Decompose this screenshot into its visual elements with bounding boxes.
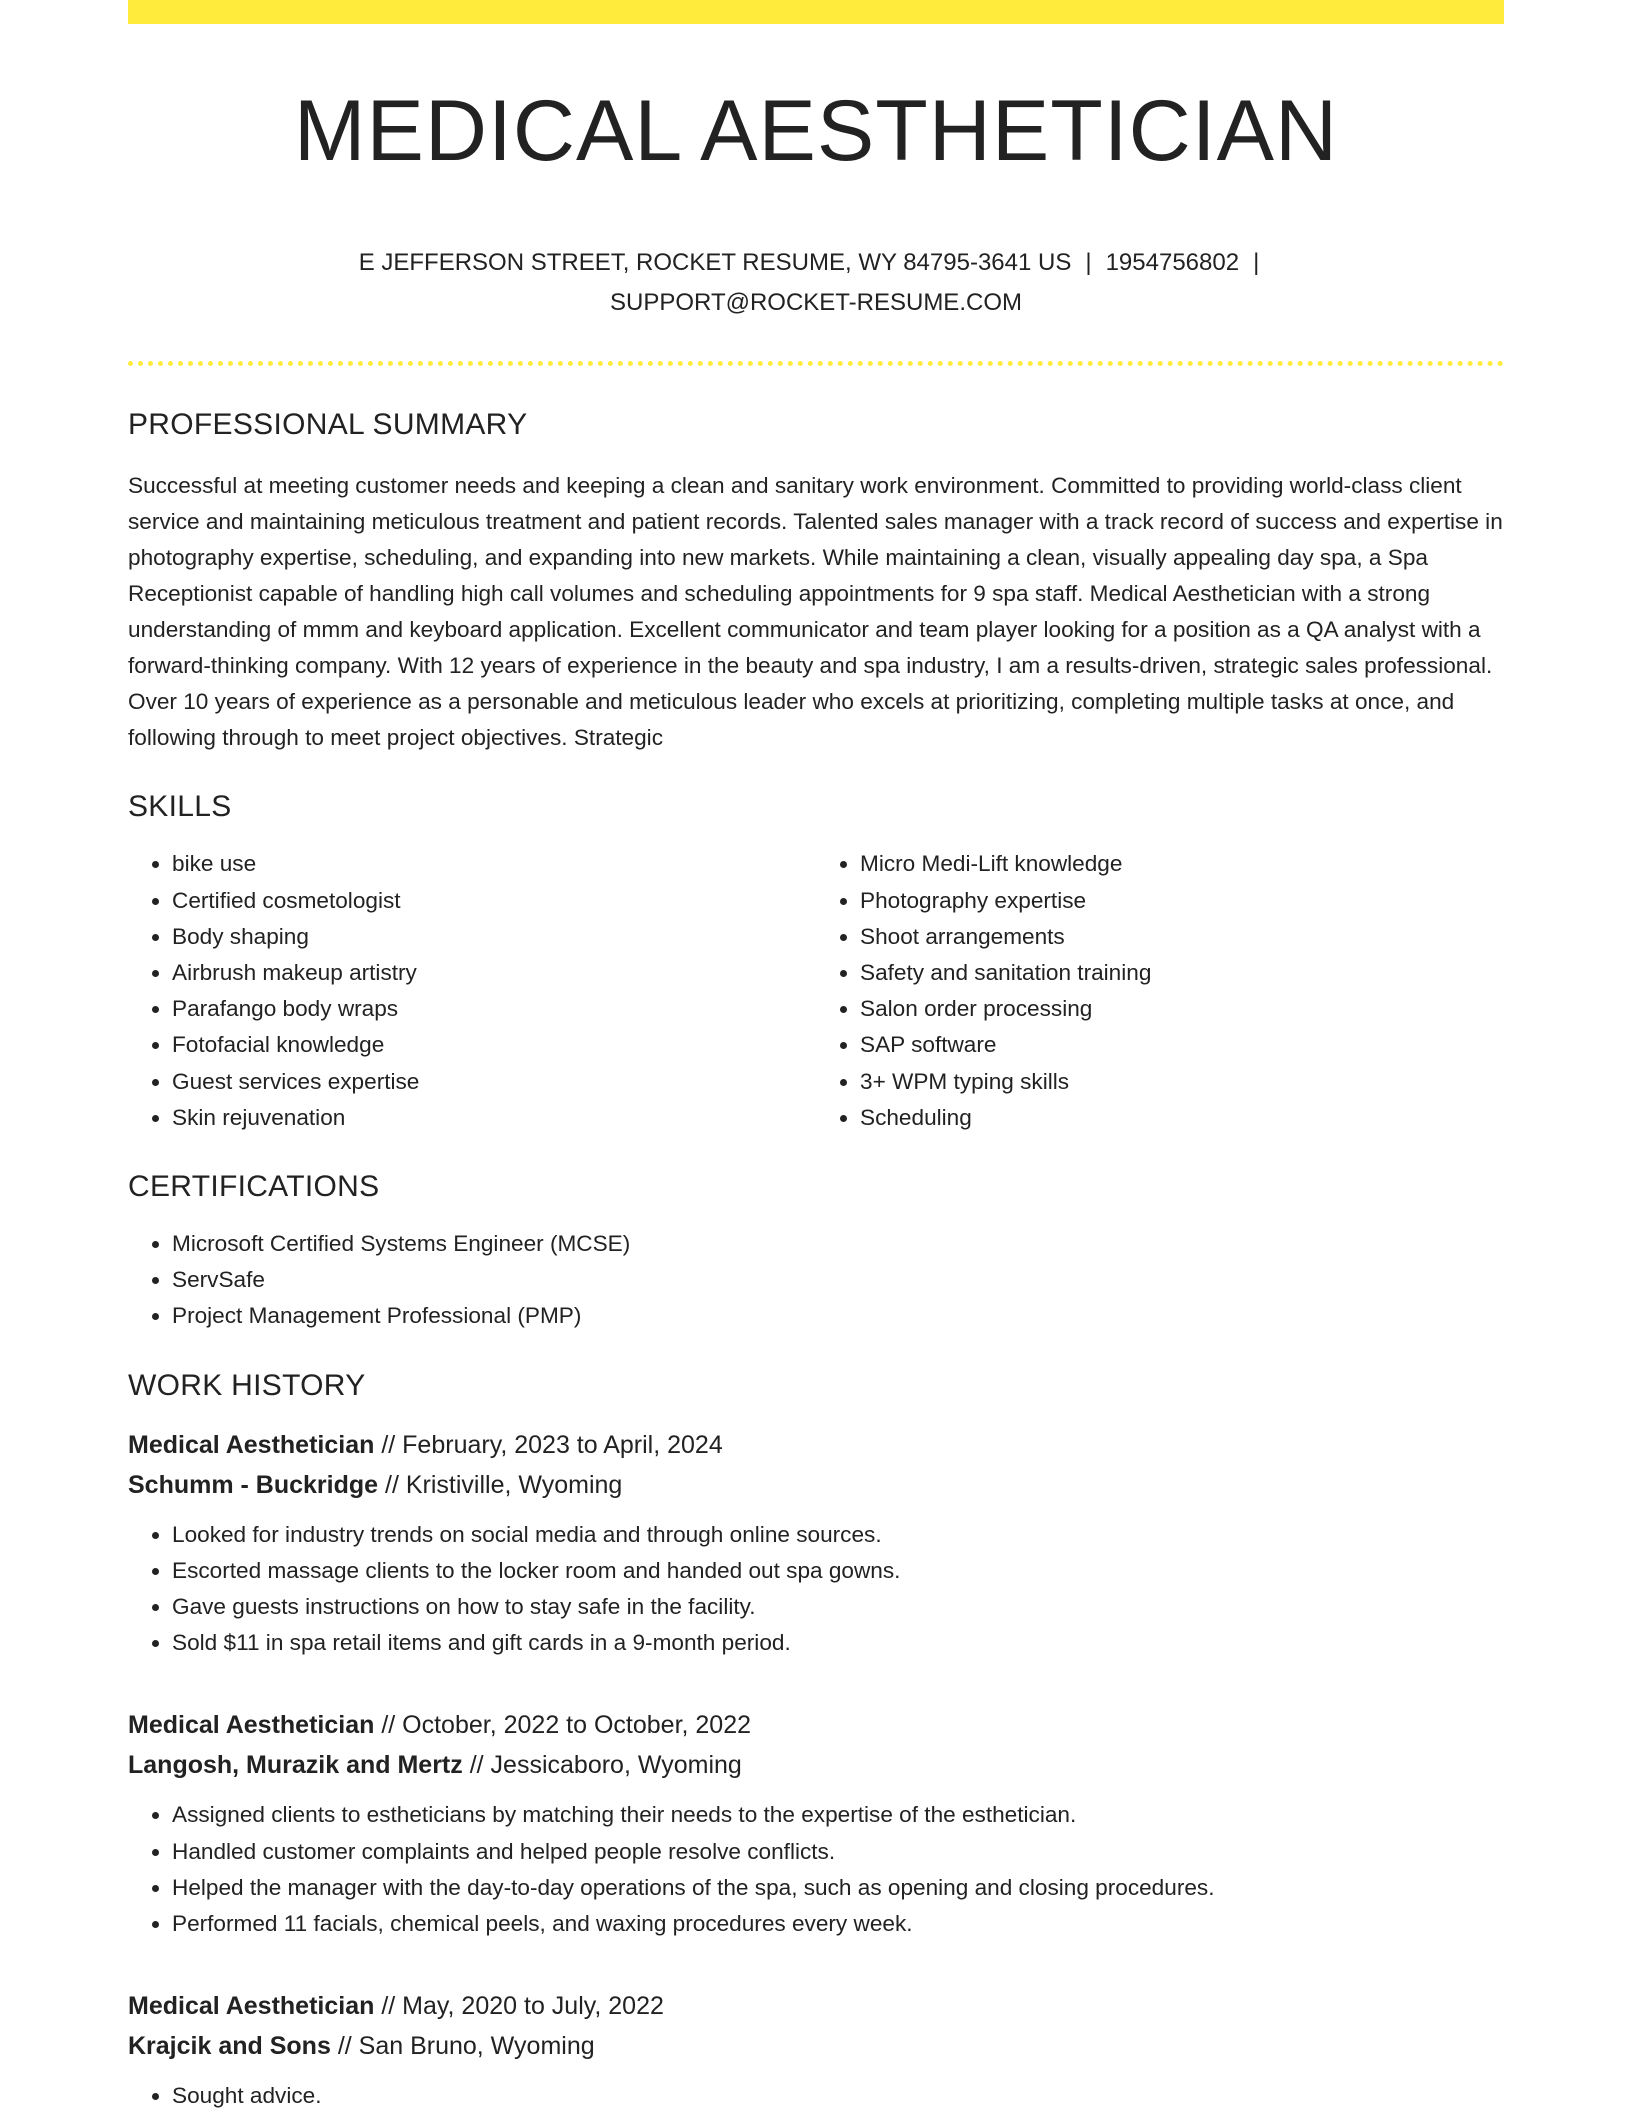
job-bullet: • Escorted massage clients to the locker room and handed out spa gowns. [172,1553,1504,1589]
contact-phone: 1954756802 [1105,248,1240,276]
skill-item: • SAP software [860,1027,1504,1063]
resume-page [128,0,1504,2114]
skills-list-right [816,846,1504,1136]
skill-item: • Body shaping [172,919,816,955]
job-bullets [128,1517,1504,1662]
certification-item: • Project Management Professional (PMP) [172,1298,1504,1334]
job-role: Medical Aesthetician [128,1430,375,1459]
job-bullet: • Handled customer complaints and helped people resolve conflicts. [172,1834,1504,1870]
job-entry [128,1425,1504,1662]
skills-columns [128,846,1504,1136]
skills-heading: SKILLS [128,790,232,824]
job-role: Medical Aesthetician [128,1992,375,2021]
skill-item: • Guest services expertise [172,1064,816,1100]
job-entry [128,1705,1504,1942]
contact-line-2 [128,283,1504,323]
skill-item: • Skin rejuvenation [172,1100,816,1136]
skill-item: • Micro Medi-Lift knowledge [860,846,1504,882]
job-company: Langosh, Murazik and Mertz [128,1751,463,1780]
job-bullets [128,1797,1504,1942]
skill-item: • Airbrush makeup artistry [172,955,816,991]
job-company: Schumm - Buckridge [128,1470,379,1499]
skill-item: • Scheduling [860,1100,1504,1136]
job-bullet: • Sought advice. [172,2078,1504,2114]
resume-name: MEDICAL AESTHETICIAN [293,83,1339,179]
job-title-line [128,1705,1504,1745]
skill-item: • Parafango body wraps [172,991,816,1027]
skill-item: • Shoot arrangements [860,919,1504,955]
job-entry [128,1986,1504,2114]
work-history-heading: WORK HISTORY [128,1368,366,1402]
skill-item: • Certified cosmetologist [172,883,816,919]
contact-line-1 [128,243,1504,283]
skill-item: • Safety and sanitation training [860,955,1504,991]
job-bullet: • Performed 11 facials, chemical peels, and waxing procedures every week. [172,1906,1504,1942]
skill-item: • 3+ WPM typing skills [860,1064,1504,1100]
certification-item: • Microsoft Certified Systems Engineer (MCSE) [172,1226,1504,1262]
skill-item: • Salon order processing [860,991,1504,1027]
summary-text: Successful at meeting customer needs and keeping a clean and sanitary work environment. Committed to providing world-class client service and maintaining meticulous treatment and patient records. Talented sales manager with a track record of success and expertise in photography expertise, scheduling, and expanding into new markets. While maintaining a clean, visually appealing day spa, a Spa Receptionist capable of handling high call volumes and scheduling appointments for 9 spa staff. Medical Aesthetician with a strong understanding of mmm and keyboard application. Excellent communicator and team player looking for a position as a QA analyst with a forward-thinking company. With 12 years of experience in the beauty and spa industry, I am a results-driven, strategic sales professional. Over 10 years of experience as a personable and meticulous leader who excels at prioritizing, completing multiple tasks at once, and following through to meet project objectives. Strategic [128,472,1503,751]
job-bullet: • Looked for industry trends on social media and through online sources. [172,1517,1504,1553]
job-location: // Jessicaboro, Wyoming [469,1751,742,1780]
job-company-line [128,1465,1504,1505]
certifications-heading: CERTIFICATIONS [128,1169,380,1203]
contact-separator: | [1085,248,1092,276]
job-company: Krajcik and Sons [128,2032,331,2061]
contact-email: SUPPORT@ROCKET-RESUME.COM [610,288,1022,316]
job-title-line [128,1425,1504,1465]
accent-bar [128,0,1504,24]
certifications-list [128,1226,1504,1335]
job-title-line [128,1986,1504,2026]
job-role: Medical Aesthetician [128,1711,375,1740]
summary-heading: PROFESSIONAL SUMMARY [128,407,528,441]
job-bullet: • Helped the manager with the day-to-day operations of the spa, such as opening and closing procedures. [172,1870,1504,1906]
job-bullet: • Sold $11 in spa retail items and gift cards in a 9-month period. [172,1625,1504,1661]
job-bullet: • Assigned clients to estheticians by matching their needs to the expertise of the esthetician. [172,1797,1504,1833]
job-location: // San Bruno, Wyoming [337,2032,595,2061]
job-location: // Kristiville, Wyoming [385,1470,623,1499]
job-bullet: • Gave guests instructions on how to stay safe in the facility. [172,1589,1504,1625]
job-dates: // February, 2023 to April, 2024 [381,1430,723,1459]
contact-info [128,243,1504,323]
dotted-divider [128,361,1504,366]
job-bullets [128,2078,1504,2114]
skills-list-left [128,846,816,1136]
job-company-line [128,1745,1504,1785]
contact-address: E JEFFERSON STREET, ROCKET RESUME, WY 84795-3641 US [358,248,1072,276]
certification-item: • ServSafe [172,1262,1504,1298]
skill-item: • Photography expertise [860,883,1504,919]
job-company-line [128,2026,1504,2066]
job-dates: // October, 2022 to October, 2022 [381,1711,752,1740]
skill-item: • Fotofacial knowledge [172,1027,816,1063]
contact-separator: | [1253,248,1260,276]
skill-item: • bike use [172,846,816,882]
job-dates: // May, 2020 to July, 2022 [381,1992,664,2021]
